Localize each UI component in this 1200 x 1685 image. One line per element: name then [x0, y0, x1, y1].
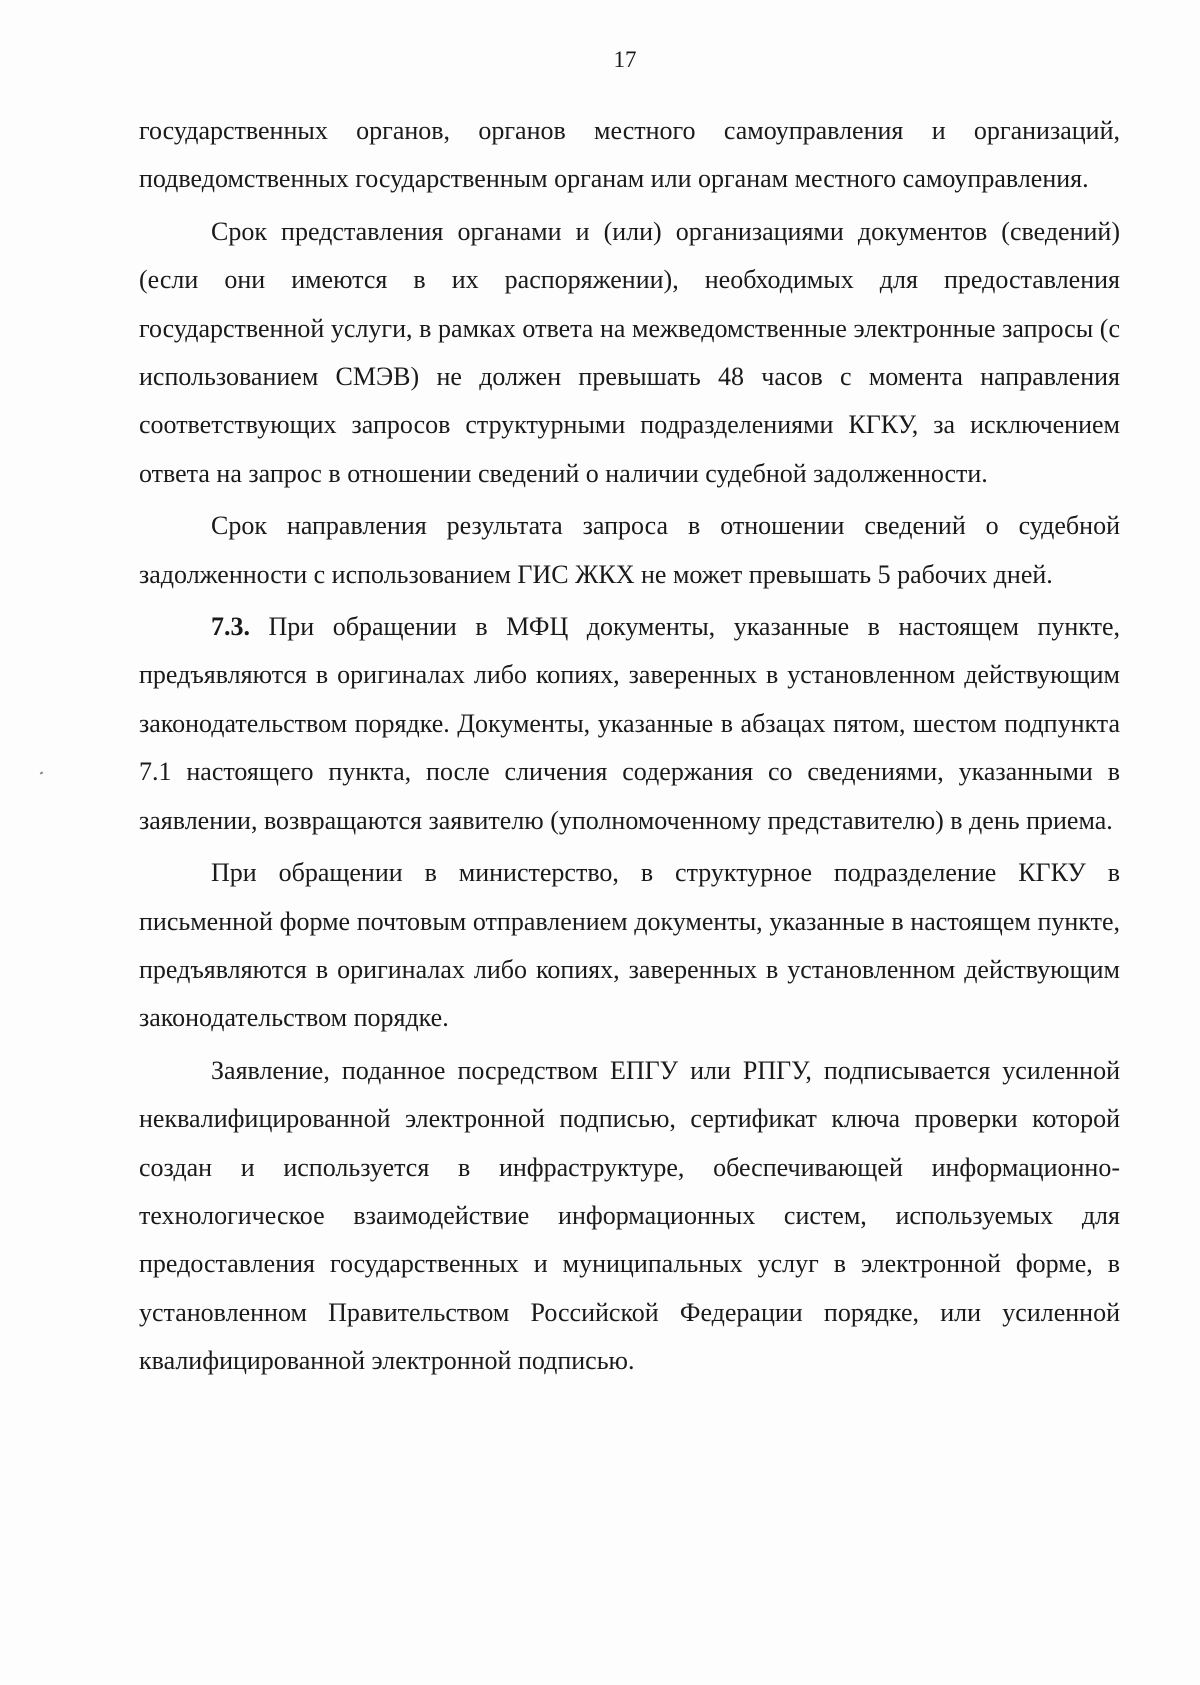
paragraph-1-text: государственных органов, органов местного самоуправления и организаций, подведомственных государственным органам или органам местного самоуправления. [139, 116, 1120, 194]
page-number: 17 [613, 47, 637, 72]
paragraph-6 [139, 1047, 1120, 1386]
paragraph-3 [139, 502, 1120, 599]
paragraph-2-text: Срок представления органами и (или) организациями документов (сведений) (если они имеются в их распоряжении), необходимых для предоставления государственной услуги, в рамках ответа на межведомственные электронные запросы (с использованием СМЭВ) не должен превышать 48 часов с момента направления соответствующих запросов структурными подразделениями КГКУ, за исключением ответа на запрос в отношении сведений о наличии судебной задолженности. [139, 216, 1120, 488]
paragraph-2 [139, 208, 1120, 498]
paragraph-5-text: При обращении в министерство, в структурное подразделение КГКУ в письменной форме почтовым отправлением документы, указанные в настоящем пункте, предъявляются в оригиналах либо копиях, заверенных в установленном действующим законодательством порядке. [139, 858, 1120, 1033]
section-number: 7.3. [211, 612, 250, 642]
paragraph-4 [139, 603, 1120, 845]
paragraph-4-text: При обращении в МФЦ документы, указанные в настоящем пункте, предъявляются в оригиналах либо копиях, заверенных в установленном действующим законодательством порядке. Документы, указанные в абзацах пятом, шестом подпункта 7.1 настоящего пункта, после сличения содержания со сведениями, указанными в заявлении, возвращаются заявителю (уполномоченному представителю) в день приема. [139, 612, 1120, 835]
paragraph-5 [139, 849, 1120, 1043]
paragraph-1 [139, 107, 1120, 204]
paragraph-6-text: Заявление, поданное посредством ЕПГУ или РПГУ, подписывается усиленной неквалифицированной электронной подписью, сертификат ключа проверки которой создан и используется в инфраструктуре, обеспечивающей информационно-технологическое взаимодействие информационных систем, используемых для предоставления государственных и муниципальных услуг в электронной форме, в установленном Правительством Российской Федерации порядке, или усиленной квалифицированной электронной подписью. [139, 1055, 1120, 1376]
document-body [139, 107, 1120, 1386]
scan-speck [40, 771, 44, 774]
paragraph-3-text: Срок направления результата запроса в отношении сведений о судебной задолженности с использованием ГИС ЖКХ не может превышать 5 рабочих дней. [139, 511, 1120, 589]
